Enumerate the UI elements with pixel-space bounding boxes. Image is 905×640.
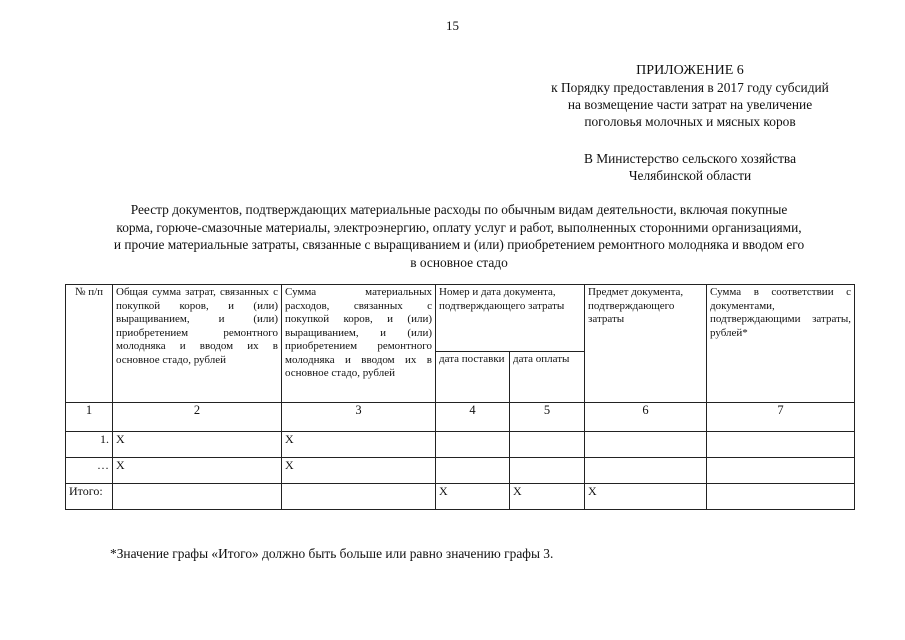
- appendix-line: на возмещение части затрат на увеличение: [567, 97, 813, 112]
- table-cell: [585, 432, 707, 458]
- page-number: 15: [446, 18, 459, 33]
- appendix-line: поголовья молочных и мясных коров: [584, 114, 796, 129]
- header-col-5: дата оплаты: [510, 352, 585, 403]
- column-number: 3: [282, 403, 436, 432]
- registry-table: [65, 284, 855, 510]
- appendix-line: к Порядку предоставления в 2017 году субсидий: [551, 80, 829, 95]
- appendix-block: [520, 62, 860, 130]
- addressee-line: В Министерство сельского хозяйства: [583, 151, 797, 166]
- table-cell: Х: [585, 484, 707, 510]
- table-cell: [707, 484, 855, 510]
- column-number: 4: [436, 403, 510, 432]
- document-title: [62, 201, 856, 271]
- table-cell: Итого:: [66, 484, 113, 510]
- header-col-4: дата поставки: [436, 352, 510, 403]
- table-cell: [585, 458, 707, 484]
- table-header-row: [66, 285, 855, 352]
- table-row: [66, 458, 855, 484]
- title-line: Реестр документов, подтверждающих материальные расходы по обычным видам деятельности, включая покупные: [130, 202, 788, 217]
- table-cell: Х: [436, 484, 510, 510]
- table-cell: [282, 484, 436, 510]
- table-cell: [436, 432, 510, 458]
- table-cell: 1.: [66, 432, 113, 458]
- header-col-6: Предмет документа, подтверждающего затраты: [585, 285, 707, 403]
- column-number-row: [66, 403, 855, 432]
- table-cell: [510, 432, 585, 458]
- addressee-block: [520, 150, 860, 184]
- table-cell: [510, 458, 585, 484]
- header-col-4-5-group: Номер и дата документа, подтверждающего затраты: [436, 285, 585, 352]
- appendix-heading: ПРИЛОЖЕНИЕ 6: [636, 63, 744, 78]
- table-total-row: [66, 484, 855, 510]
- header-col-1: № п/п: [66, 285, 113, 403]
- column-number: 6: [585, 403, 707, 432]
- column-number: 7: [707, 403, 855, 432]
- column-number: 1: [66, 403, 113, 432]
- header-col-2: Общая сумма затрат, связанных с покупкой коров, и (или) выращиванием, и (или) приобретением ремонтного молодняка и вводом их в основное стадо, рублей: [113, 285, 282, 403]
- column-number: 5: [510, 403, 585, 432]
- title-line: и прочие материальные затраты, связанные с выращиванием и (или) приобретением ремонтного молодняка и вводом его: [113, 237, 805, 252]
- header-col-3: Сумма материальных расходов, связанных с покупкой коров, и (или) выращиванием, и (или) приобретением ремонтного молодняка и вводом их в основное стадо, рублей: [282, 285, 436, 403]
- column-number: 2: [113, 403, 282, 432]
- table-cell: [707, 458, 855, 484]
- footnote: *Значение графы «Итого» должно быть больше или равно значению графы 3.: [110, 546, 554, 561]
- title-line: корма, горюче-смазочные материалы, электроэнергию, оплату услуг и работ, выполненных сторонними организациями,: [116, 219, 802, 235]
- table-cell: [436, 458, 510, 484]
- table-cell: Х: [282, 432, 436, 458]
- table-cell: [707, 432, 855, 458]
- table-cell: Х: [113, 458, 282, 484]
- table-cell: Х: [113, 432, 282, 458]
- addressee-line: Челябинской области: [628, 168, 752, 183]
- table-cell: Х: [510, 484, 585, 510]
- table-cell: Х: [282, 458, 436, 484]
- header-col-7: Сумма в соответствии с документами, подтверждающими затраты, рублей*: [707, 285, 855, 403]
- title-line: в основное стадо: [410, 254, 508, 270]
- table-cell: …: [66, 458, 113, 484]
- table-cell: [113, 484, 282, 510]
- table-row: [66, 432, 855, 458]
